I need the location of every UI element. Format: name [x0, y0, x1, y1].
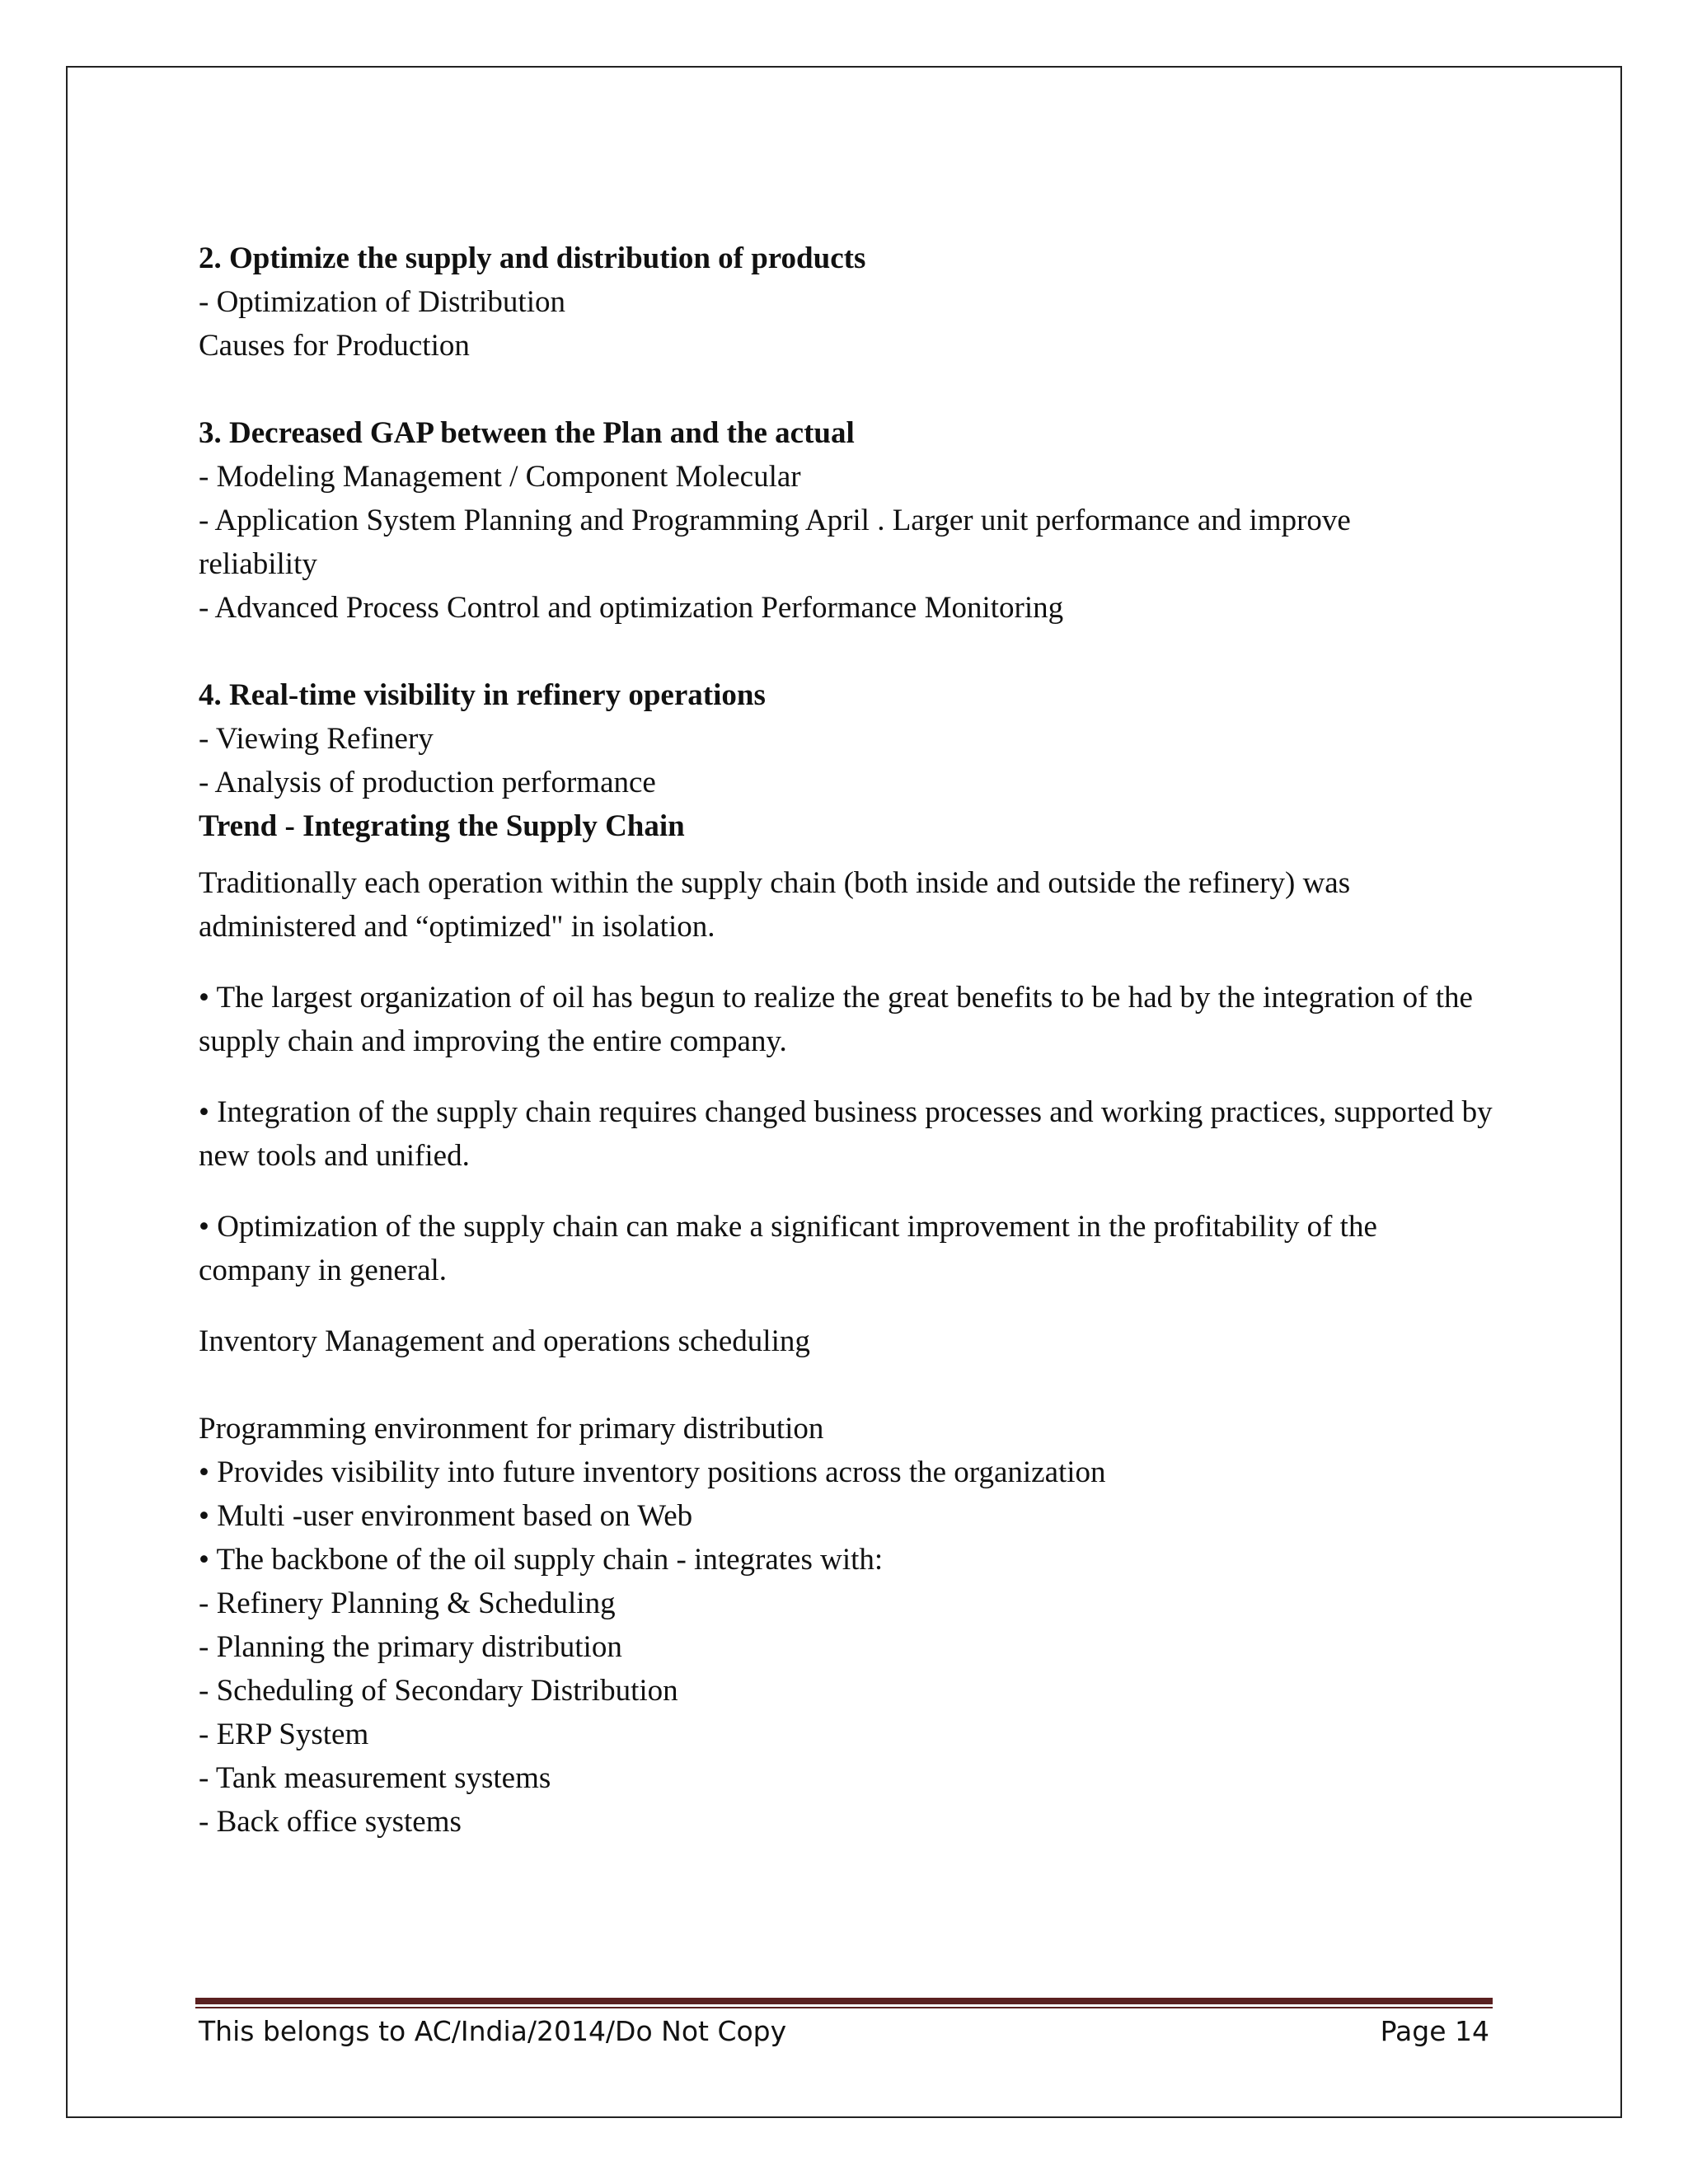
trend-paragraph: • The largest organization of oil has begun to realize the great benefits to be had by the integration of the supply chain and improving the entire company.	[199, 981, 1473, 1058]
section-2-line: - Optimization of Distribution	[199, 285, 565, 319]
spacer	[199, 368, 1493, 411]
spacer	[199, 630, 1493, 673]
page-number: Page 14	[1380, 2015, 1489, 2047]
programming-line: - Refinery Planning & Scheduling	[199, 1586, 616, 1620]
section-4-line: - Analysis of production performance	[199, 766, 656, 799]
trend-paragraph: • Integration of the supply chain requires changed business processes and working practices, supported by new tools and unified.	[199, 1095, 1493, 1173]
programming-line: - Back office systems	[199, 1805, 462, 1839]
programming-line: - ERP System	[199, 1718, 369, 1751]
programming-line: • The backbone of the oil supply chain - integrates with:	[199, 1543, 884, 1577]
section-2-line: Causes for Production	[199, 329, 470, 363]
programming-line: - Scheduling of Secondary Distribution	[199, 1674, 678, 1708]
section-4-line: - Viewing Refinery	[199, 722, 434, 756]
spacer	[199, 1363, 1493, 1407]
page-footer	[199, 2011, 1489, 2052]
programming-line: • Provides visibility into future inventory positions across the organization	[199, 1455, 1106, 1489]
programming-line: • Multi -user environment based on Web	[199, 1499, 693, 1533]
trend-paragraph: Traditionally each operation within the supply chain (both inside and outside the refinery) was administered and “optimized" in isolation.	[199, 866, 1351, 944]
section-3-line: - Modeling Management / Component Molecular	[199, 460, 801, 494]
section-3-line: reliability	[199, 547, 317, 581]
section-2-heading: 2. Optimize the supply and distribution of products	[199, 241, 866, 275]
page-body	[199, 237, 1493, 1844]
section-3-line: - Advanced Process Control and optimization Performance Monitoring	[199, 591, 1064, 625]
trend-paragraph: • Optimization of the supply chain can make a significant improvement in the profitability of the company in general.	[199, 1210, 1377, 1287]
footer-notice: This belongs to AC/India/2014/Do Not Copy	[199, 2015, 787, 2047]
footer-divider-thin	[195, 2007, 1493, 2008]
programming-line: - Tank measurement systems	[199, 1761, 551, 1795]
inventory-heading: Inventory Management and operations scheduling	[199, 1324, 810, 1358]
programming-line: - Planning the primary distribution	[199, 1630, 622, 1664]
section-3-heading: 3. Decreased GAP between the Plan and the actual	[199, 416, 855, 450]
section-3-line: - Application System Planning and Programming April . Larger unit performance and improve	[199, 504, 1351, 537]
programming-line: Programming environment for primary distribution	[199, 1412, 824, 1446]
trend-heading: Trend - Integrating the Supply Chain	[199, 809, 685, 843]
section-4-heading: 4. Real-time visibility in refinery operations	[199, 678, 766, 712]
footer-divider	[195, 1998, 1493, 2004]
